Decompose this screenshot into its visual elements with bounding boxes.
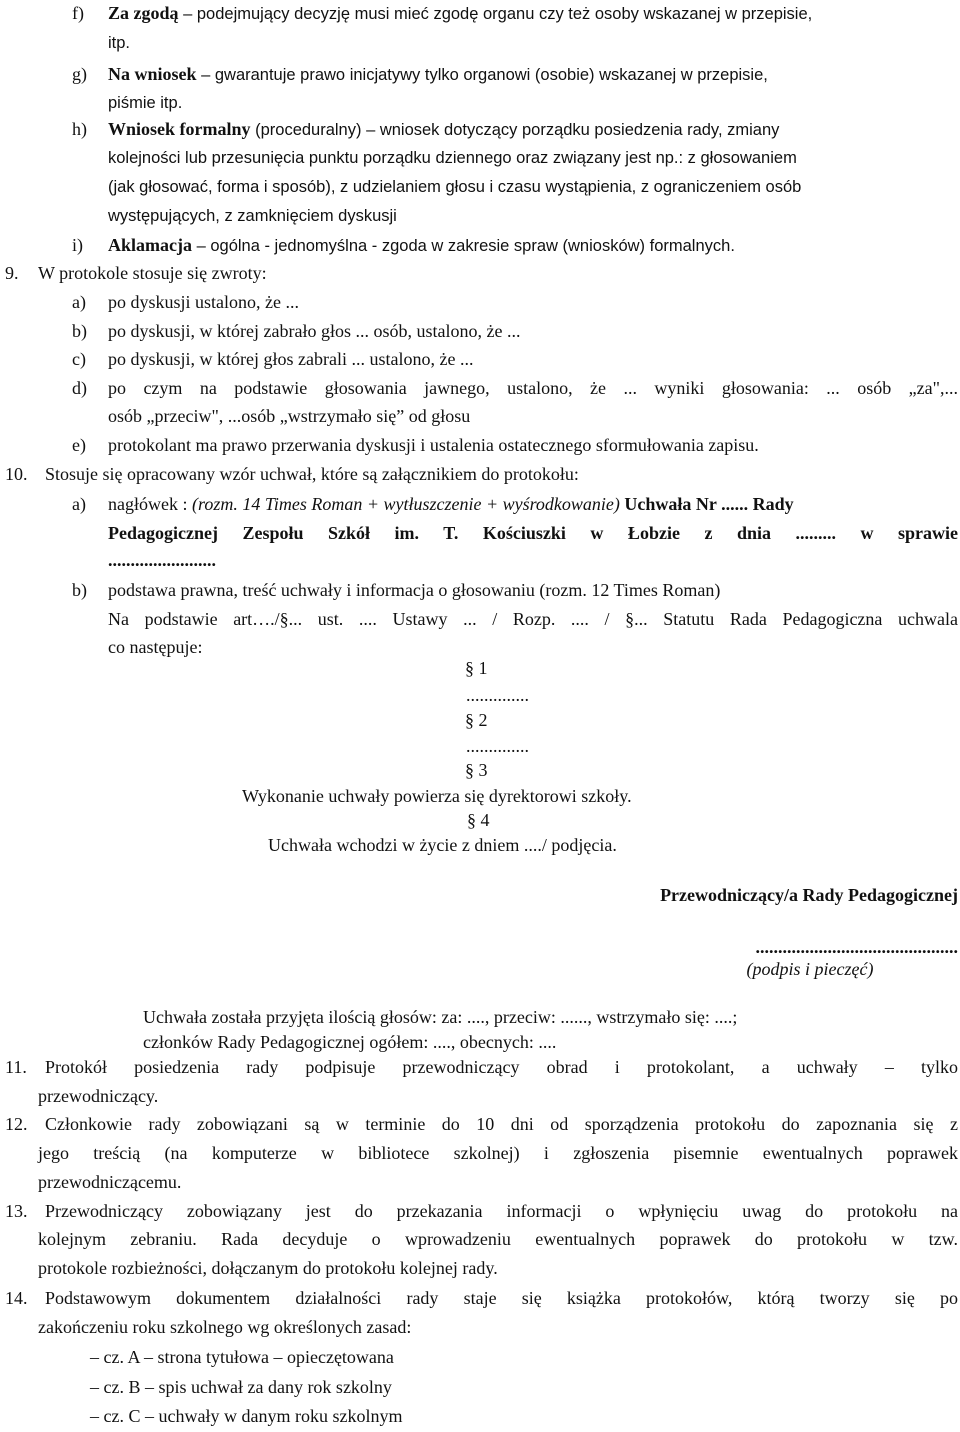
p13-line3: protokole rozbieżności, dołączanym do protokołu kolejnej rady. [38, 1258, 498, 1278]
item-g-term: Na wniosek [108, 64, 197, 84]
vote-line-2: członków Rady Pedagogicznej ogółem: ...., obecnych: .... [143, 1032, 557, 1052]
p14-line2: zakończeniu roku szkolnego wg określonych zasad: [38, 1317, 412, 1337]
item-g-line1 [108, 63, 958, 86]
item-f-label: f) [72, 3, 84, 23]
bullet-item: – cz. C – uchwały w danym roku szkolnym [90, 1406, 403, 1426]
p10-a-bold: Uchwała Nr ...... Rady [619, 494, 794, 514]
p10-a-line2: Pedagogicznej Zespołu Szkół im. T. Kościuszki w Łobzie z dnia ......... w sprawie [108, 523, 958, 543]
item-f-line2: itp. [108, 34, 131, 52]
p10-a-line1 [108, 493, 958, 515]
p13-num: 13. [5, 1201, 28, 1221]
p12-line3: przewodniczącemu. [38, 1172, 182, 1192]
item-g-desc: – gwarantuje prawo inicjatywy tylko organowi (osobie) wskazanej w przepisie, [196, 66, 768, 84]
item-g-label: g) [72, 64, 87, 84]
item-f-line1 [108, 2, 958, 25]
signature-caption: (podpis i pieczęć) [746, 959, 874, 979]
p10-a-line3: ........................ [108, 550, 216, 570]
p11-num: 11. [5, 1057, 27, 1077]
p14-num: 14. [5, 1288, 28, 1308]
item-h-term: Wniosek formalny [108, 119, 251, 139]
p10-num: 10. [5, 464, 28, 484]
dots-1: .............. [466, 685, 529, 705]
signature-line: ............................................. [755, 937, 958, 957]
p11-line1: Protokół posiedzenia rady podpisuje przewodniczący obrad i protokolant, a uchwały – tylko [45, 1057, 958, 1077]
p10-a-pre: nagłówek : [108, 494, 192, 514]
p9-d-label: d) [72, 378, 87, 398]
p9-c-text: po dyskusji, w której głos zabrali ... ustalono, że ... [108, 349, 474, 369]
section-3-text: Wykonanie uchwały powierza się dyrektorowi szkoły. [242, 786, 632, 806]
p9-d-line2: osób „przeciw", ...osób „wstrzymało się” od głosu [108, 406, 471, 426]
item-h-line2: kolejności lub przesunięcia punktu porządku dziennego oraz związany jest np.: z głosowaniem [108, 149, 797, 167]
p13-line2: kolejnym zebraniu. Rada decyduje o wprowadzeniu ewentualnych poprawek do protokołu w tzw. [38, 1229, 958, 1249]
p9-num: 9. [5, 263, 19, 283]
p14-line1: Podstawowym dokumentem działalności rady staje się książka protokołów, którą tworzy się po [45, 1288, 958, 1308]
p13-line1: Przewodniczący zobowiązany jest do przekazania informacji o wpłynięciu uwag do protokołu na [45, 1201, 958, 1221]
p10-b-line2: Na podstawie art…./§... ust. .... Ustawy ... / Rozp. .... / §... Statutu Rada Pedagogiczna uchwala [108, 609, 958, 629]
p12-line1: Członkowie rady zobowiązani są w terminie do 10 dni od sporządzenia protokołu do zapoznania się z [45, 1114, 958, 1134]
p9-e-text: protokolant ma prawo przerwania dyskusji i ustalenia ostatecznego sformułowania zapisu. [108, 435, 759, 455]
p11-line2: przewodniczący. [38, 1086, 159, 1106]
p9-c-label: c) [72, 349, 86, 369]
bullet-item: – cz. B – spis uchwał za dany rok szkolny [90, 1377, 392, 1397]
bullet-item: – cz. A – strona tytułowa – opieczętowana [90, 1347, 394, 1367]
section-1: § 1 [465, 658, 488, 678]
p9-a-label: a) [72, 292, 86, 312]
item-i-term: Aklamacja [108, 235, 192, 255]
item-h-line4: występujących, z zamknięciem dyskusji [108, 207, 397, 225]
item-f-term: Za zgodą [108, 3, 179, 23]
p10-b-line1: podstawa prawna, treść uchwały i informacja o głosowaniu (rozm. 12 Times Roman) [108, 580, 721, 600]
item-h-desc: (proceduralny) – wniosek dotyczący porządku posiedzenia rady, zmiany [250, 121, 780, 139]
p9-e-label: e) [72, 435, 86, 455]
p10-text: Stosuje się opracowany wzór uchwał, które są załącznikiem do protokołu: [45, 464, 579, 484]
p9-text: W protokole stosuje się zwroty: [38, 263, 267, 283]
section-3: § 3 [465, 760, 488, 780]
section-4: § 4 [467, 810, 490, 830]
item-h-label: h) [72, 119, 87, 139]
p12-line2: jego treścią (na komputerze w bibliotece szkolnej) i zgłoszenia pisemnie ewentualnych poprawek [38, 1143, 958, 1163]
p10-a-italic: (rozm. 14 Times Roman + wytłuszczenie + wyśrodkowanie) [191, 494, 620, 514]
vote-line-1: Uchwała została przyjęta ilością głosów: za: ...., przeciw: ......, wstrzymało się: ....; [143, 1007, 738, 1027]
p9-a-text: po dyskusji ustalono, że ... [108, 292, 299, 312]
item-g-line2: piśmie itp. [108, 94, 183, 112]
p9-d-line1: po czym na podstawie głosowania jawnego, ustalono, że ... wyniki głosowania: ... osób „za",... [108, 378, 958, 398]
p9-b-text: po dyskusji, w której zabrało głos ... osób, ustalono, że ... [108, 321, 521, 341]
p12-num: 12. [5, 1114, 28, 1134]
section-4-text: Uchwała wchodzi w życie z dniem ..../ podjęcia. [268, 835, 617, 855]
item-h-line3: (jak głosować, forma i sposób), z udzielaniem głosu i czasu wystąpienia, z ograniczeniem osób [108, 178, 802, 196]
p9-b-label: b) [72, 321, 87, 341]
item-i-line1 [108, 234, 735, 257]
item-i-desc: – ogólna - jednomyślna - zgoda w zakresie spraw (wniosków) formalnych. [192, 237, 735, 255]
item-f-desc: – podejmujący decyzję musi mieć zgodę organu czy też osoby wskazanej w przepisie, [178, 5, 813, 23]
chair-title: Przewodniczący/a Rady Pedagogicznej [660, 885, 958, 905]
item-h-line1 [108, 118, 958, 141]
section-2: § 2 [465, 710, 488, 730]
p10-b-line3: co następuje: [108, 637, 203, 657]
p10-b-label: b) [72, 580, 87, 600]
item-i-label: i) [72, 235, 83, 255]
dots-2: .............. [466, 736, 529, 756]
p10-a-label: a) [72, 494, 86, 514]
